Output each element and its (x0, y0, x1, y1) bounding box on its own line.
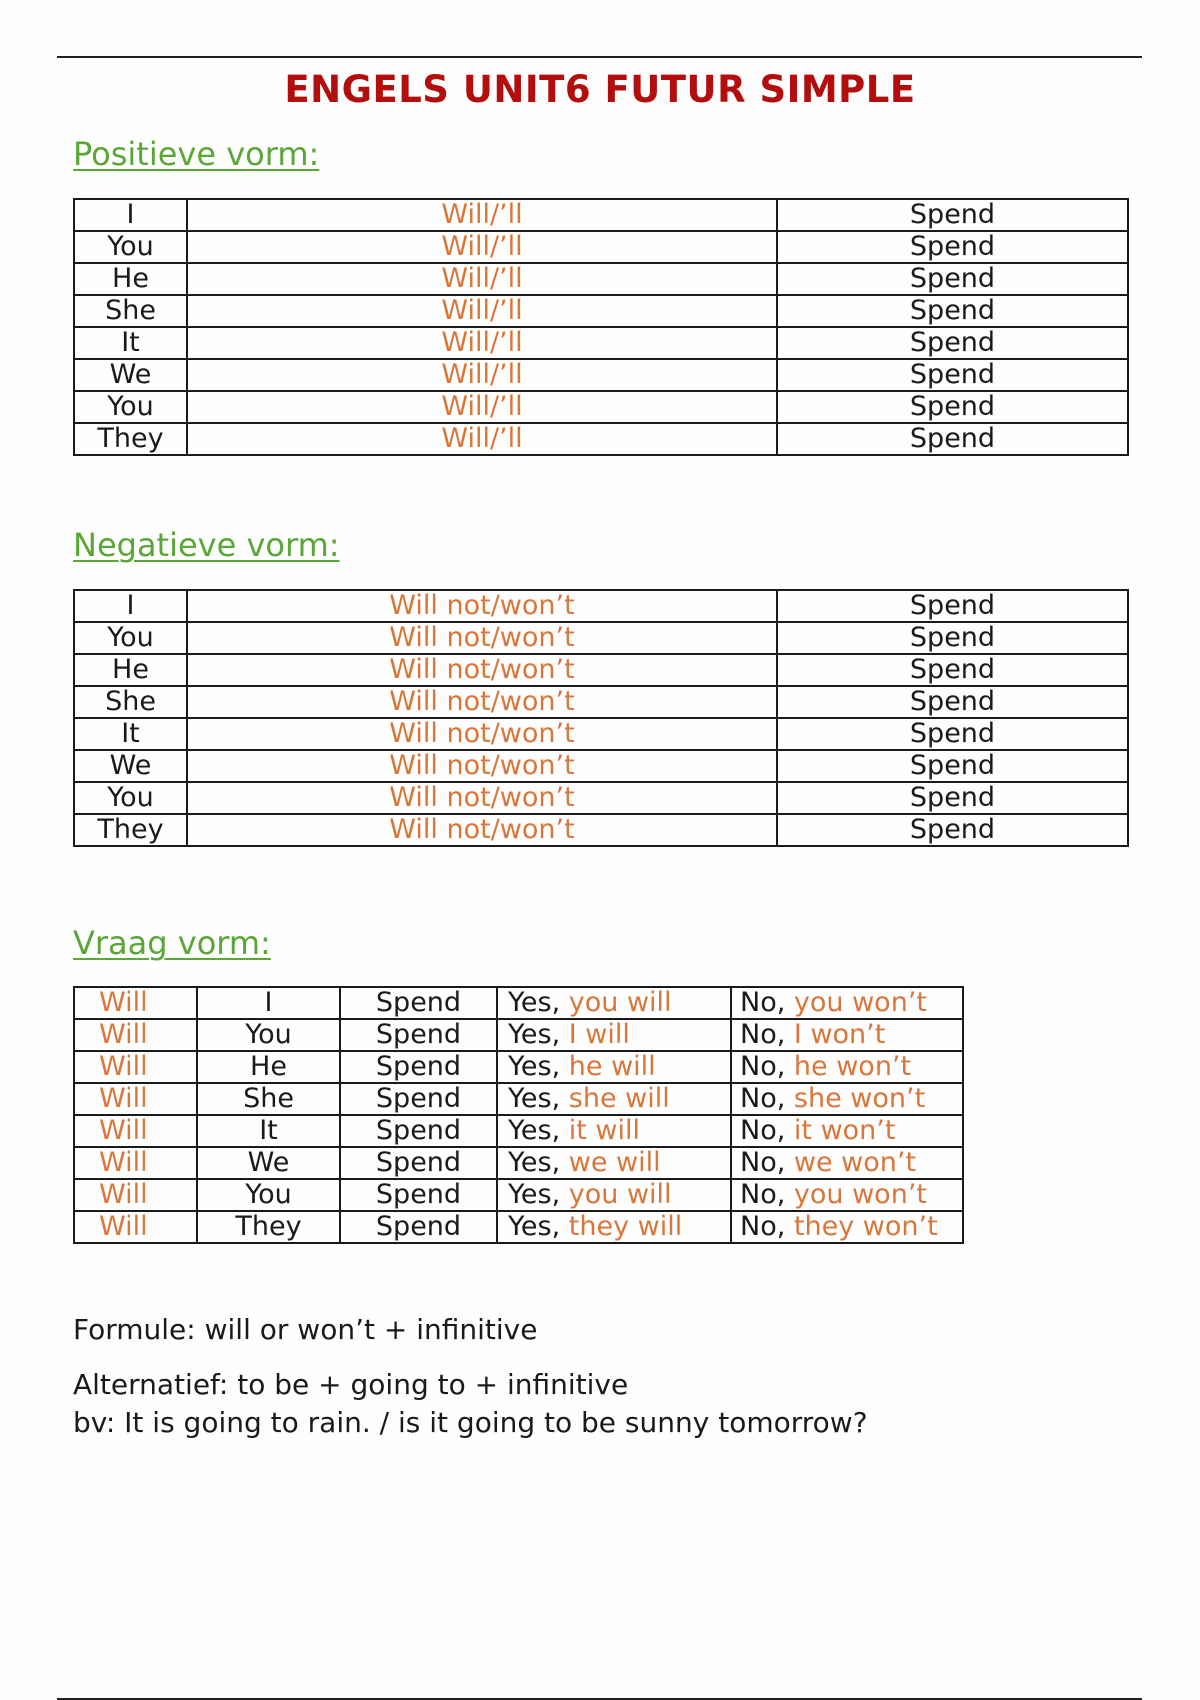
formula-note: Formule: will or won’t + infinitive (73, 1313, 538, 1346)
no-prefix: No, (740, 1019, 786, 1050)
page-title: ENGELS UNIT6 FUTUR SIMPLE (284, 68, 916, 111)
auxiliary-cell: Will (74, 1051, 197, 1083)
no-prefix: No, (740, 1179, 786, 1210)
alternative-note: Alternatief: to be + going to + infinitive (73, 1368, 629, 1401)
auxiliary-cell: Will (74, 1147, 197, 1179)
yes-answer-cell (497, 987, 731, 1019)
yes-answer: you will (568, 987, 672, 1018)
example-note: bv: It is going to rain. / is it going to be sunny tomorrow? (73, 1406, 868, 1439)
yes-answer-cell (497, 1211, 731, 1243)
yes-answer: you will (568, 1179, 672, 1210)
yes-answer: she will (568, 1083, 670, 1114)
table-row (74, 199, 1128, 231)
no-prefix: No, (740, 1051, 786, 1082)
verb-cell: Spend (340, 1083, 497, 1115)
yes-prefix: Yes, (508, 1211, 561, 1242)
auxiliary-cell: Will (74, 1019, 197, 1051)
verb-cell: Spend (777, 782, 1128, 814)
no-answer-cell (731, 1019, 963, 1051)
verb-cell: Spend (777, 590, 1128, 622)
table-row (74, 327, 1128, 359)
yes-prefix: Yes, (508, 1083, 561, 1114)
verb-cell: Spend (340, 1115, 497, 1147)
verb-cell: Spend (777, 654, 1128, 686)
table-row (74, 750, 1128, 782)
yes-prefix: Yes, (508, 1179, 561, 1210)
subject-cell: We (74, 359, 187, 391)
auxiliary-cell: Will/’ll (187, 231, 777, 263)
auxiliary-cell: Will (74, 1083, 197, 1115)
yes-answer: it will (568, 1115, 641, 1146)
no-answer-cell (731, 1211, 963, 1243)
verb-cell: Spend (777, 622, 1128, 654)
auxiliary-cell: Will not/won’t (187, 782, 777, 814)
verb-cell: Spend (777, 814, 1128, 846)
no-answer: you won’t (793, 1179, 927, 1210)
table-row (74, 686, 1128, 718)
auxiliary-cell: Will not/won’t (187, 718, 777, 750)
negative-table (73, 589, 1129, 847)
no-prefix: No, (740, 987, 786, 1018)
subject-cell: I (74, 199, 187, 231)
auxiliary-cell: Will not/won’t (187, 750, 777, 782)
no-prefix: No, (740, 1115, 786, 1146)
no-answer: it won’t (793, 1115, 896, 1146)
auxiliary-cell: Will not/won’t (187, 622, 777, 654)
table-row (74, 1115, 963, 1147)
subject-cell: They (74, 423, 187, 455)
subject-cell: She (197, 1083, 340, 1115)
verb-cell: Spend (340, 987, 497, 1019)
yes-answer-cell (497, 1019, 731, 1051)
table-row (74, 231, 1128, 263)
no-answer-cell (731, 987, 963, 1019)
top-rule (57, 56, 1142, 58)
subject-cell: He (197, 1051, 340, 1083)
auxiliary-cell: Will/’ll (187, 263, 777, 295)
subject-cell: We (197, 1147, 340, 1179)
table-row (74, 263, 1128, 295)
auxiliary-cell: Will/’ll (187, 359, 777, 391)
subject-cell: She (74, 295, 187, 327)
auxiliary-cell: Will (74, 1115, 197, 1147)
table-row (74, 295, 1128, 327)
subject-cell: They (74, 814, 187, 846)
subject-cell: It (74, 718, 187, 750)
auxiliary-cell: Will (74, 987, 197, 1019)
no-answer: they won’t (793, 1211, 938, 1242)
no-answer: she won’t (793, 1083, 926, 1114)
yes-prefix: Yes, (508, 1147, 561, 1178)
subject-cell: You (197, 1019, 340, 1051)
verb-cell: Spend (340, 1211, 497, 1243)
verb-cell: Spend (340, 1019, 497, 1051)
verb-cell: Spend (777, 423, 1128, 455)
table-row (74, 654, 1128, 686)
yes-prefix: Yes, (508, 1115, 561, 1146)
verb-cell: Spend (777, 718, 1128, 750)
verb-cell: Spend (777, 231, 1128, 263)
auxiliary-cell: Will/’ll (187, 423, 777, 455)
yes-answer-cell (497, 1147, 731, 1179)
no-answer: we won’t (793, 1147, 917, 1178)
verb-cell: Spend (777, 263, 1128, 295)
no-answer-cell (731, 1051, 963, 1083)
no-answer-cell (731, 1115, 963, 1147)
auxiliary-cell: Will/’ll (187, 391, 777, 423)
verb-cell: Spend (340, 1051, 497, 1083)
verb-cell: Spend (340, 1147, 497, 1179)
auxiliary-cell: Will/’ll (187, 327, 777, 359)
auxiliary-cell: Will not/won’t (187, 814, 777, 846)
subject-cell: It (74, 327, 187, 359)
verb-cell: Spend (777, 750, 1128, 782)
verb-cell: Spend (777, 199, 1128, 231)
subject-cell: You (74, 231, 187, 263)
negative-heading: Negatieve vorm: (73, 526, 340, 564)
no-prefix: No, (740, 1083, 786, 1114)
yes-answer-cell (497, 1083, 731, 1115)
table-row (74, 359, 1128, 391)
negative-table-body (74, 590, 1128, 846)
question-heading: Vraag vorm: (73, 924, 271, 962)
subject-cell: I (197, 987, 340, 1019)
verb-cell: Spend (777, 686, 1128, 718)
subject-cell: You (74, 391, 187, 423)
subject-cell: They (197, 1211, 340, 1243)
subject-cell: I (74, 590, 187, 622)
yes-prefix: Yes, (508, 1051, 561, 1082)
verb-cell: Spend (777, 295, 1128, 327)
positive-heading: Positieve vorm: (73, 135, 320, 173)
table-row (74, 814, 1128, 846)
auxiliary-cell: Will (74, 1179, 197, 1211)
yes-answer-cell (497, 1179, 731, 1211)
no-answer: he won’t (793, 1051, 912, 1082)
no-prefix: No, (740, 1147, 786, 1178)
table-row (74, 718, 1128, 750)
table-row (74, 423, 1128, 455)
verb-cell: Spend (777, 391, 1128, 423)
table-row (74, 590, 1128, 622)
verb-cell: Spend (777, 327, 1128, 359)
table-row (74, 1147, 963, 1179)
table-row (74, 987, 963, 1019)
auxiliary-cell: Will not/won’t (187, 654, 777, 686)
auxiliary-cell: Will not/won’t (187, 686, 777, 718)
yes-prefix: Yes, (508, 987, 561, 1018)
subject-cell: It (197, 1115, 340, 1147)
yes-answer-cell (497, 1115, 731, 1147)
yes-answer: they will (568, 1211, 683, 1242)
subject-cell: He (74, 263, 187, 295)
no-prefix: No, (740, 1211, 786, 1242)
auxiliary-cell: Will/’ll (187, 295, 777, 327)
auxiliary-cell: Will not/won’t (187, 590, 777, 622)
verb-cell: Spend (340, 1179, 497, 1211)
no-answer: you won’t (793, 987, 927, 1018)
yes-answer: I will (568, 1019, 630, 1050)
table-row (74, 622, 1128, 654)
no-answer-cell (731, 1083, 963, 1115)
subject-cell: He (74, 654, 187, 686)
subject-cell: You (74, 622, 187, 654)
positive-table-body (74, 199, 1128, 455)
positive-table (73, 198, 1129, 456)
table-row (74, 1211, 963, 1243)
auxiliary-cell: Will/’ll (187, 199, 777, 231)
yes-answer: he will (568, 1051, 656, 1082)
question-table (73, 986, 964, 1244)
table-row (74, 1019, 963, 1051)
auxiliary-cell: Will (74, 1211, 197, 1243)
yes-prefix: Yes, (508, 1019, 561, 1050)
verb-cell: Spend (777, 359, 1128, 391)
table-row (74, 782, 1128, 814)
no-answer: I won’t (793, 1019, 886, 1050)
question-table-body (74, 987, 963, 1243)
subject-cell: She (74, 686, 187, 718)
subject-cell: You (74, 782, 187, 814)
no-answer-cell (731, 1179, 963, 1211)
yes-answer: we will (568, 1147, 661, 1178)
subject-cell: You (197, 1179, 340, 1211)
table-row (74, 1051, 963, 1083)
no-answer-cell (731, 1147, 963, 1179)
table-row (74, 391, 1128, 423)
table-row (74, 1083, 963, 1115)
subject-cell: We (74, 750, 187, 782)
yes-answer-cell (497, 1051, 731, 1083)
table-row (74, 1179, 963, 1211)
